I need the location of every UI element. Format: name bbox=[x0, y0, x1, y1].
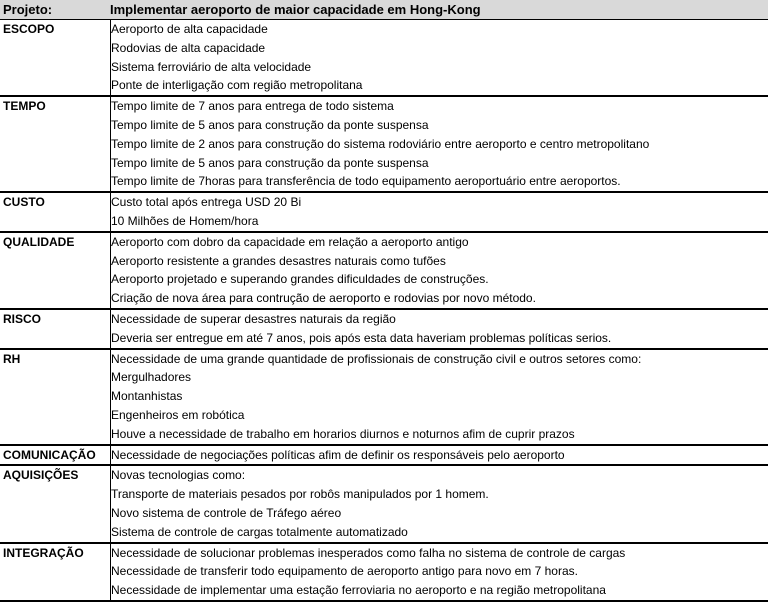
section-lines bbox=[110, 20, 768, 95]
section-lines bbox=[110, 350, 768, 444]
section-line: Sistema de controle de cargas totalmente automatizado bbox=[111, 524, 408, 539]
section-line: Necessidade de negociações políticas afim de definir os responsáveis pelo aeroporto bbox=[111, 447, 565, 462]
section-custo bbox=[0, 193, 768, 233]
section-line: Aeroporto resistente a grandes desastres naturais como tufões bbox=[111, 253, 446, 268]
section-line: Engenheiros em robótica bbox=[111, 407, 245, 422]
section-line: Necessidade de transferir todo equipamento de aeroporto antigo para novo em 7 horas. bbox=[111, 564, 578, 579]
section-label: CUSTO bbox=[3, 195, 45, 210]
section-line: Novo sistema de controle de Tráfego aéreo bbox=[111, 505, 342, 520]
section-line: Montanhistas bbox=[111, 389, 183, 404]
section-line: Tempo limite de 5 anos para construção da ponte suspensa bbox=[111, 155, 429, 170]
section-line: Tempo limite de 7horas para transferência de todo equipamento aeroportuário entre aeroportos. bbox=[111, 174, 621, 189]
section-label: COMUNICAÇÃO bbox=[3, 447, 96, 462]
section-line: Aeroporto de alta capacidade bbox=[111, 22, 268, 36]
section-line: Mergulhadores bbox=[111, 370, 192, 385]
section-risco bbox=[0, 310, 768, 350]
section-lines bbox=[110, 544, 768, 600]
section-comunicação bbox=[0, 446, 768, 467]
project-label: Projeto: bbox=[3, 2, 53, 17]
section-line: Rodovias de alta capacidade bbox=[111, 40, 266, 55]
section-lines bbox=[110, 97, 768, 191]
section-line: Aeroporto com dobro da capacidade em relação a aeroporto antigo bbox=[111, 234, 469, 249]
section-lines bbox=[110, 466, 768, 541]
section-lines bbox=[110, 446, 768, 465]
section-label: RH bbox=[3, 351, 21, 366]
section-label: AQUISIÇÕES bbox=[3, 468, 79, 483]
sections-table bbox=[0, 20, 768, 602]
section-lines bbox=[110, 310, 768, 348]
section-line: 10 Milhões de Homem/hora bbox=[111, 213, 259, 228]
section-line: Tempo limite de 2 anos para construção do sistema rodoviário entre aeroporto e centro metropolitano bbox=[111, 136, 650, 151]
section-line: Necessidade de solucionar problemas inesperados como falha no sistema de controle de cargas bbox=[111, 545, 626, 560]
section-line: Ponte de interligação com região metropolitana bbox=[111, 78, 363, 93]
section-line: Necessidade de implementar uma estação ferroviaria no aeroporto e na região metropolitana bbox=[111, 583, 606, 598]
section-line: Criação de nova área para contrução de aeroporto e rodovias por novo método. bbox=[111, 291, 536, 306]
project-title: Implementar aeroporto de maior capacidade em Hong-Kong bbox=[110, 2, 481, 17]
section-label: ESCOPO bbox=[3, 22, 55, 36]
section-rh bbox=[0, 350, 768, 446]
section-line: Custo total após entrega USD 20 Bi bbox=[111, 195, 302, 210]
section-line: Transporte de materiais pesados por robôs manipulados por 1 homem. bbox=[111, 487, 489, 502]
section-line: Novas tecnologias como: bbox=[111, 468, 246, 483]
section-line: Deveria ser entregue em até 7 anos, pois após esta data haveriam problemas políticas serios. bbox=[111, 330, 612, 345]
section-label: QUALIDADE bbox=[3, 234, 75, 249]
section-label: RISCO bbox=[3, 311, 42, 326]
section-line: Aeroporto projetado e superando grandes dificuldades de construções. bbox=[111, 272, 489, 287]
section-qualidade bbox=[0, 233, 768, 310]
section-line: Tempo limite de 5 anos para construção da ponte suspensa bbox=[111, 117, 429, 132]
section-line: Houve a necessidade de trabalho em horarios diurnos e noturnos afim de cuprir prazos bbox=[111, 426, 575, 441]
section-escopo bbox=[0, 20, 768, 97]
section-line: Necessidade de uma grande quantidade de profissionais de construção civil e outros setores como: bbox=[111, 351, 642, 366]
project-header-row bbox=[0, 0, 768, 20]
section-line: Tempo limite de 7 anos para entrega de todo sistema bbox=[111, 99, 394, 114]
section-tempo bbox=[0, 97, 768, 193]
section-aquisições bbox=[0, 466, 768, 543]
section-lines bbox=[110, 233, 768, 308]
section-label: INTEGRAÇÃO bbox=[3, 545, 84, 560]
section-lines bbox=[110, 193, 768, 231]
section-label: TEMPO bbox=[3, 99, 46, 114]
section-line: Sistema ferroviário de alta velocidade bbox=[111, 59, 312, 74]
section-line: Necessidade de superar desastres naturais da região bbox=[111, 311, 396, 326]
section-integração bbox=[0, 544, 768, 602]
